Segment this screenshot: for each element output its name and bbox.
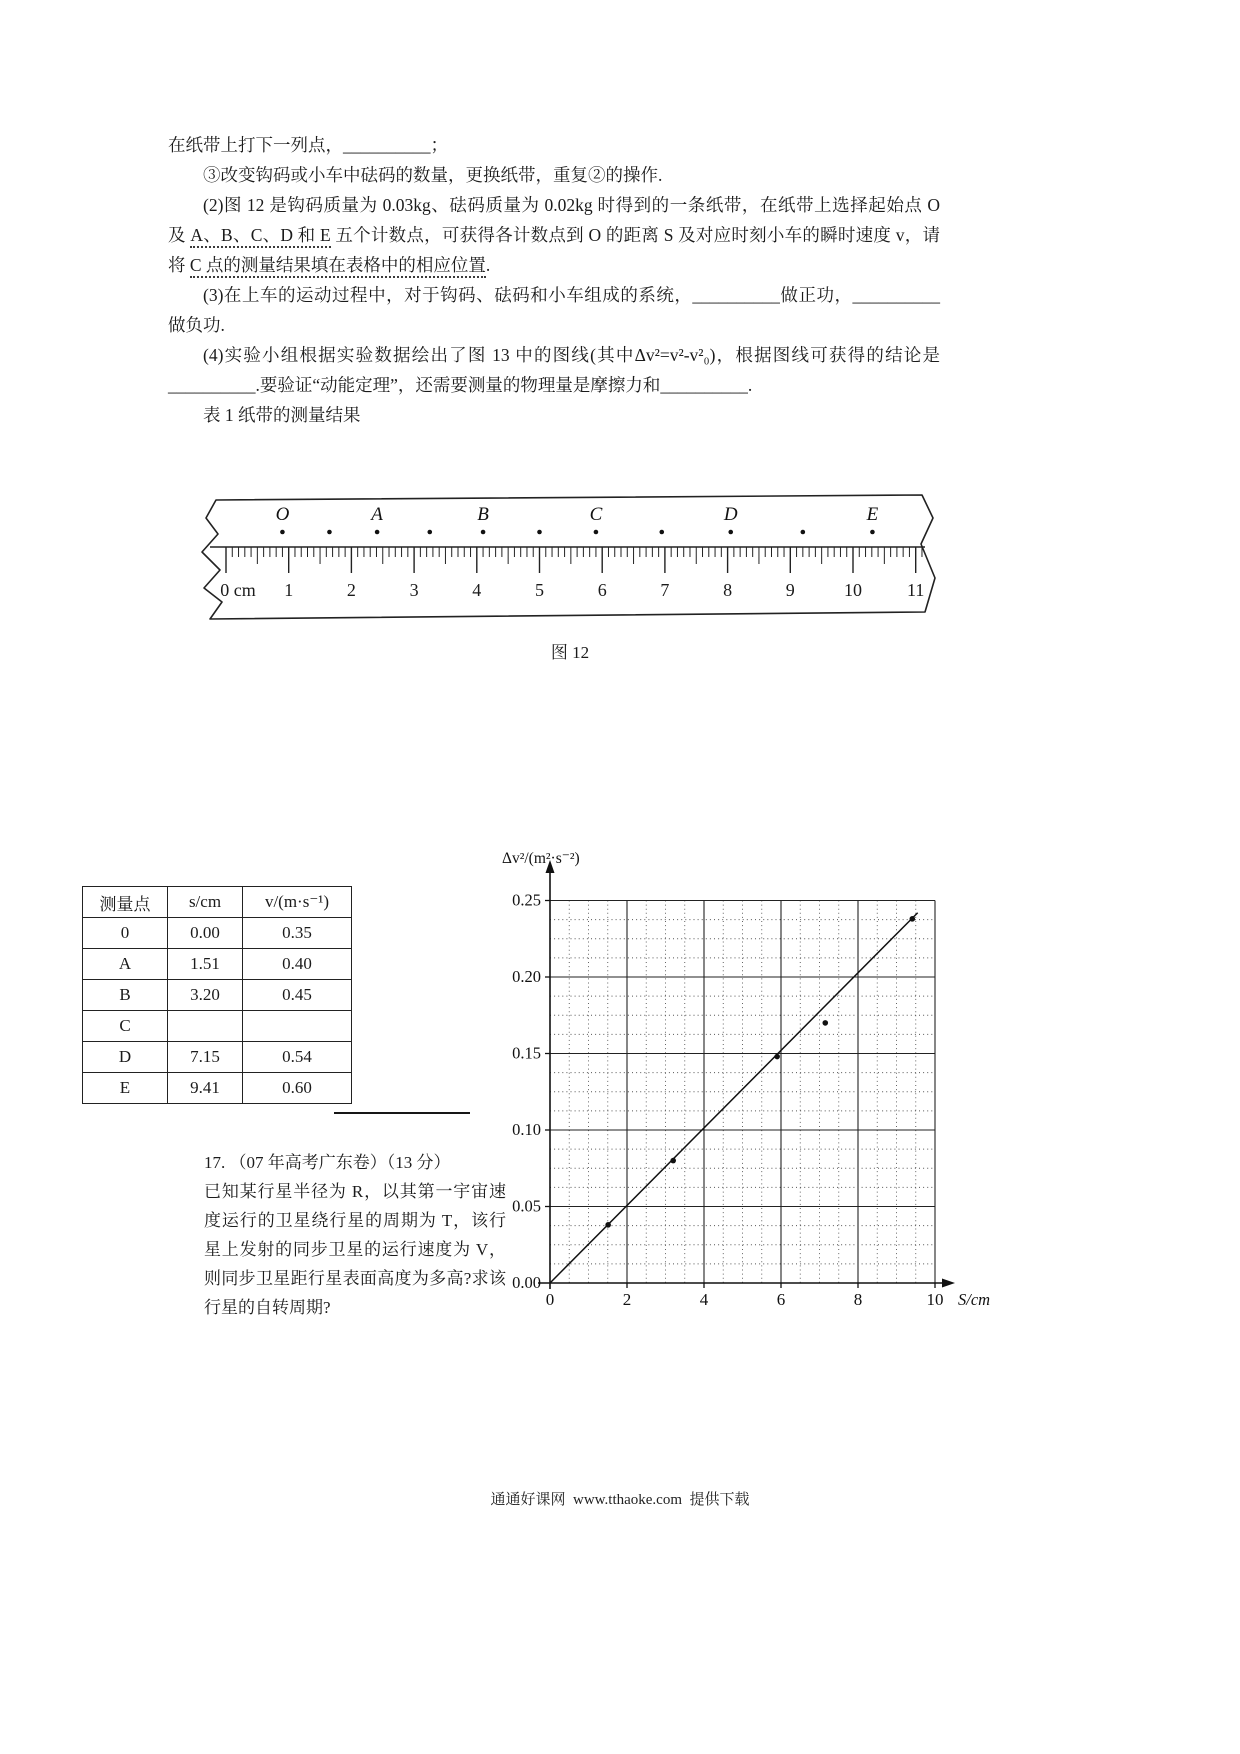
measurement-table (82, 886, 352, 1104)
svg-text:0.15: 0.15 (512, 1043, 541, 1063)
table-title: 表 1 纸带的测量结果 (203, 405, 361, 425)
table-row (83, 1042, 352, 1073)
svg-text:8: 8 (853, 1290, 863, 1309)
svg-text:0 cm: 0 cm (220, 580, 256, 600)
svg-text:7: 7 (660, 580, 670, 600)
svg-text:S/cm: S/cm (958, 1290, 991, 1309)
table-cell: 0.00 (168, 918, 243, 949)
table-cell: 0.35 (243, 918, 352, 949)
table-cell-blank (168, 1011, 243, 1042)
svg-text:Δv²/(m²·s⁻²): Δv²/(m²·s⁻²) (502, 850, 580, 867)
table-row (83, 949, 352, 980)
paragraph-q4: (4)实验小组根据实验数据绘出了图 13 中的图线(其中Δv²=v²-v²₀)，根据图线可获得的结论是__________.要验证“动能定理”，还需要测量的物理量是摩擦力和__________. (168, 345, 940, 395)
question-17 (204, 1148, 506, 1322)
table-cell-blank (243, 1011, 352, 1042)
table-cell: E (83, 1073, 168, 1104)
svg-text:0.20: 0.20 (512, 967, 541, 986)
svg-text:A: A (371, 504, 383, 525)
svg-text:9: 9 (785, 580, 795, 600)
paragraph-q3: (3)在上车的运动过程中，对于钩码、砝码和小车组成的系统，__________做正功，__________做负功. (168, 285, 940, 335)
table-row (83, 1073, 352, 1104)
figure-caption: 图 12 (550, 643, 590, 662)
table-cell: 7.15 (168, 1042, 243, 1073)
col-header-v: v/(m·s⁻¹) (243, 887, 352, 918)
page-footer: 通通好课网 www.tthaoke.com 提供下载 (490, 1492, 750, 1508)
table-header-row (83, 887, 352, 918)
question-heading: 17. （07 年高考广东卷）（13 分） (204, 1153, 451, 1172)
svg-text:2: 2 (622, 1290, 632, 1309)
ruler-tape-svg (180, 492, 960, 627)
chart-svg (492, 845, 1012, 1325)
text-run: (2)图 12 是钩码质量为 0.03kg、砝码质量为 0.02kg 时得到的一条纸带，在纸带上选择起始点 O 及 (168, 195, 940, 245)
svg-text:3: 3 (409, 580, 419, 600)
emphasized-text: C 点的测量结果填在表格中的相应位置 (190, 255, 486, 278)
chart-figure (492, 845, 1012, 1325)
table-row (83, 980, 352, 1011)
svg-text:6: 6 (776, 1290, 786, 1309)
col-header-s: s/cm (168, 887, 243, 918)
paragraph-step3: ③改变钩码或小车中砝码的数量，更换纸带，重复②的操作. (203, 165, 663, 185)
svg-text:0.05: 0.05 (512, 1196, 541, 1216)
col-header-point: 测量点 (83, 887, 168, 918)
table-cell: 0.54 (243, 1042, 352, 1073)
svg-text:0: 0 (545, 1290, 555, 1309)
text-run: 五个计数点，可获得各计数点到 O 的距离 S 及对应时刻小车的瞬时速度 v，请将 (168, 225, 941, 275)
table-cell: 1.51 (168, 949, 243, 980)
table-cell: B (83, 980, 168, 1011)
svg-text:0.10: 0.10 (512, 1120, 541, 1139)
svg-text:E: E (866, 504, 879, 525)
svg-text:D: D (723, 504, 738, 525)
table-cell: 0.45 (243, 980, 352, 1011)
divider-line (334, 1112, 470, 1114)
table-cell: 0.40 (243, 949, 352, 980)
svg-text:11: 11 (907, 580, 925, 600)
svg-text:0.25: 0.25 (512, 890, 541, 910)
svg-text:4: 4 (472, 580, 482, 600)
question-body: 已知某行星半径为 R，以其第一宇宙速度运行的卫星绕行星的周期为 T，该行星上发射的同步卫星的运行速度为 V，则同步卫星距行星表面高度为多高?求该行星的自转周期? (204, 1182, 506, 1317)
table-cell: 0.60 (243, 1073, 352, 1104)
table-cell: 9.41 (168, 1073, 243, 1104)
svg-text:10: 10 (844, 580, 862, 600)
table-cell: 0 (83, 918, 168, 949)
svg-text:8: 8 (723, 580, 733, 600)
paragraph-continuation: 在纸带上打下一列点，__________； (168, 135, 448, 155)
table-cell: D (83, 1042, 168, 1073)
figure-ruler (180, 492, 960, 663)
emphasized-text: A、B、C、D 和 E (190, 225, 330, 248)
table-cell: 3.20 (168, 980, 243, 1011)
svg-text:B: B (477, 504, 489, 525)
svg-text:2: 2 (346, 580, 356, 600)
svg-text:10: 10 (926, 1290, 944, 1309)
svg-text:1: 1 (284, 580, 294, 600)
svg-text:5: 5 (535, 580, 544, 600)
text-run: . (485, 255, 491, 275)
paragraph-q2 (168, 190, 940, 280)
intro-text (168, 130, 940, 430)
table-row (83, 918, 352, 949)
svg-text:6: 6 (597, 580, 607, 600)
table-row (83, 1011, 352, 1042)
table-cell: A (83, 949, 168, 980)
svg-text:O: O (275, 504, 290, 525)
table-cell: C (83, 1011, 168, 1042)
svg-text:0.00: 0.00 (512, 1273, 541, 1292)
svg-text:C: C (589, 504, 603, 525)
svg-text:4: 4 (699, 1290, 709, 1309)
